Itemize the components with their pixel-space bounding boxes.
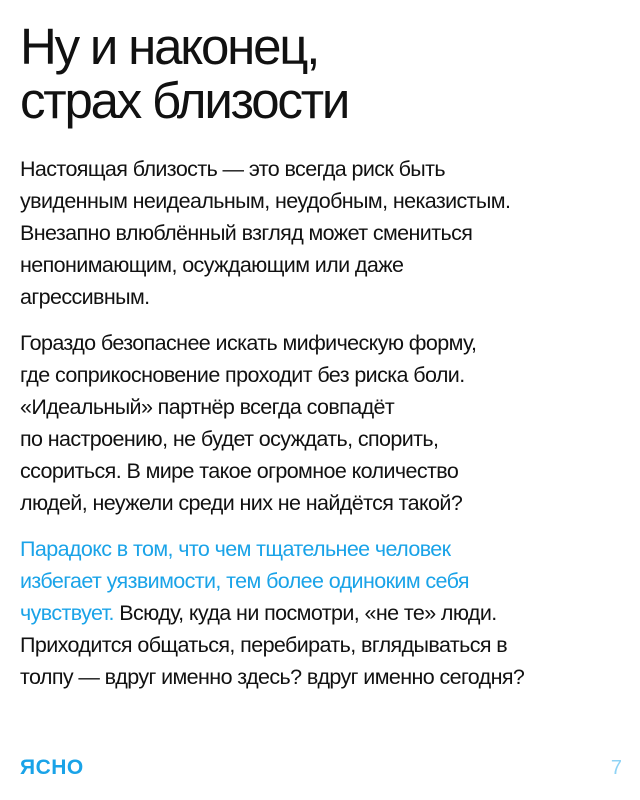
paragraph-3-accent-line-2: избегает уязвимости, тем более одиноким себя bbox=[20, 569, 469, 593]
body-text bbox=[20, 153, 620, 693]
paragraph-1-line-5: агрессивным. bbox=[20, 285, 150, 309]
title-line-1: Ну и наконец, bbox=[20, 18, 319, 75]
paragraph-1-line-2: увиденным неидеальным, неудобным, неказистым. bbox=[20, 189, 511, 213]
paragraph-2-line-5: ссориться. В мире такое огромное количество bbox=[20, 459, 459, 483]
page-number: 7 bbox=[610, 757, 622, 779]
paragraph-2-line-3: «Идеальный» партнёр всегда совпадёт bbox=[20, 395, 395, 419]
paragraph-3-plain-line-3: Всюду, куда ни посмотри, «не те» люди. bbox=[113, 601, 497, 625]
paragraph-1-line-3: Внезапно влюблённый взгляд может смениться bbox=[20, 221, 473, 245]
paragraph-2-line-4: по настроению, не будет осуждать, спорить, bbox=[20, 427, 439, 451]
brand-logo: ЯСНО bbox=[20, 756, 84, 779]
paragraph-3-accent-line-3: чувствует. bbox=[20, 601, 114, 625]
paragraph-3-accent-line-1: Парадокс в том, что чем тщательнее человек bbox=[20, 537, 451, 561]
title-line-2: страх близости bbox=[20, 72, 349, 129]
paragraph-2-line-1: Гораздо безопаснее искать мифическую форму, bbox=[20, 331, 477, 355]
paragraph-3-line-4: Приходится общаться, перебирать, вглядываться в bbox=[20, 633, 508, 657]
paragraph-1 bbox=[20, 153, 620, 313]
paragraph-3-line-5: толпу — вдруг именно здесь? вдруг именно сегодня? bbox=[20, 665, 525, 689]
paragraph-1-line-4: непонимающим, осуждающим или даже bbox=[20, 253, 404, 277]
paragraph-1-line-1: Настоящая близость — это всегда риск быть bbox=[20, 157, 446, 181]
paragraph-2 bbox=[20, 327, 620, 519]
paragraph-2-line-2: где соприкосновение проходит без риска боли. bbox=[20, 363, 465, 387]
page-title bbox=[20, 20, 620, 128]
paragraph-2-line-6: людей, неужели среди них не найдётся такой? bbox=[20, 491, 463, 515]
paragraph-3 bbox=[20, 533, 620, 693]
paragraph-3-line-3 bbox=[20, 597, 620, 629]
